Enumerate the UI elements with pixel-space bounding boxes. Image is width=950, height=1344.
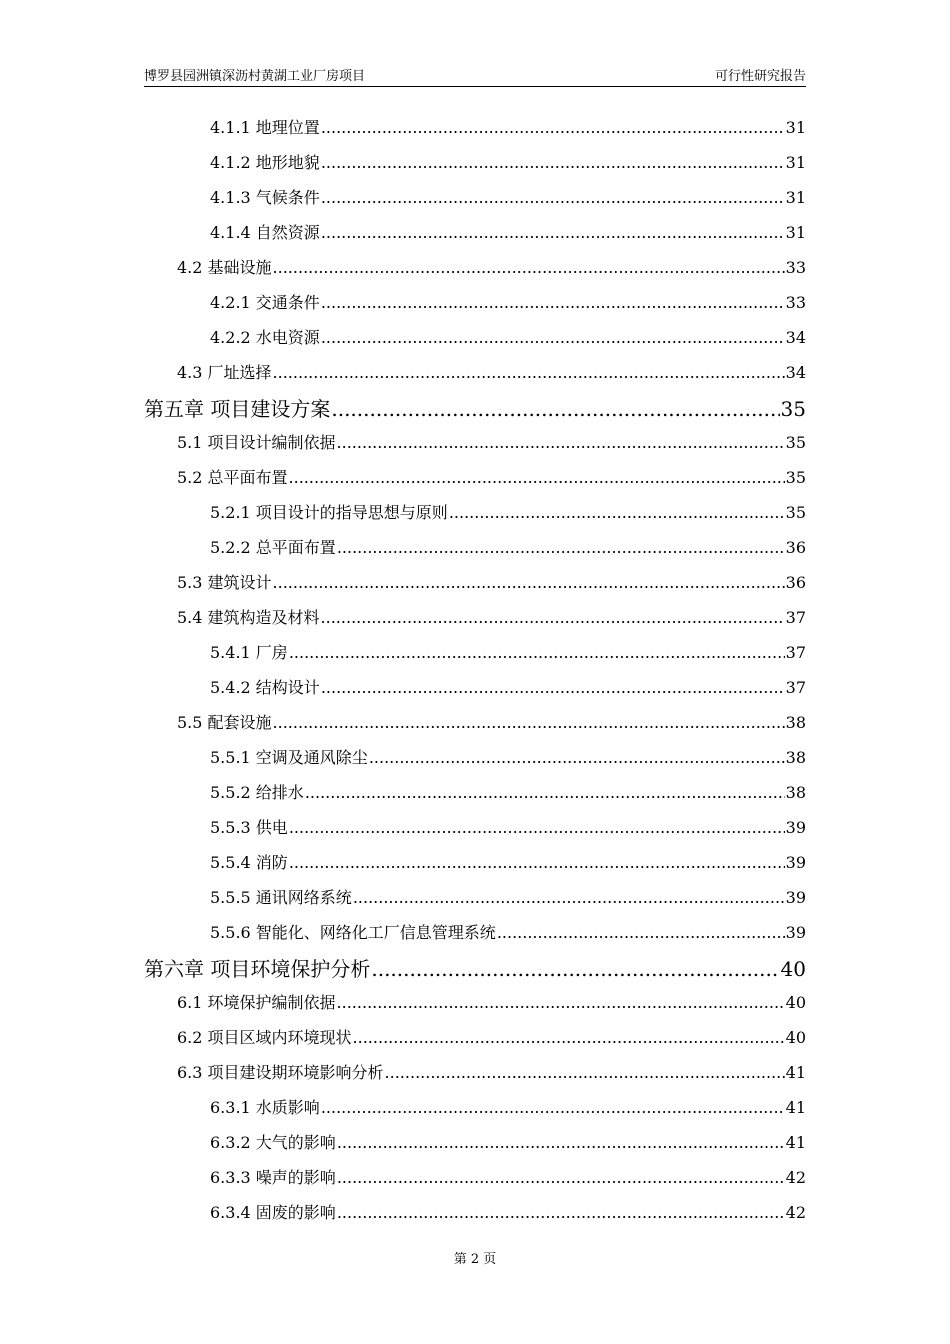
- toc-entry[interactable]: [177, 467, 806, 489]
- toc-dot-leader: [371, 956, 779, 982]
- toc-entry[interactable]: [210, 152, 806, 174]
- toc-entry-page: 42: [785, 1168, 806, 1187]
- toc-entry[interactable]: [177, 362, 806, 384]
- toc-entry-label: 6.3.1 水质影响: [210, 1098, 320, 1117]
- toc-entry[interactable]: [210, 852, 806, 874]
- toc-dot-leader: [321, 1097, 785, 1119]
- page-number: 第 2 页: [453, 1252, 497, 1267]
- toc-entry[interactable]: [177, 572, 806, 594]
- toc-dot-leader: [321, 222, 785, 244]
- toc-entry[interactable]: [144, 396, 806, 422]
- toc-dot-leader: [273, 257, 785, 279]
- toc-dot-leader: [289, 852, 785, 874]
- toc-dot-leader: [321, 292, 785, 314]
- toc-dot-leader: [305, 782, 785, 804]
- toc-entry-label: 6.3.2 大气的影响: [210, 1133, 336, 1152]
- toc-entry-page: 31: [785, 223, 806, 242]
- page-header: [144, 66, 806, 87]
- toc-dot-leader: [337, 1132, 785, 1154]
- toc-entry-label: 6.3.4 固废的影响: [210, 1203, 336, 1222]
- toc-entry-label: 6.3.3 噪声的影响: [210, 1168, 336, 1187]
- toc-entry-page: 37: [785, 678, 806, 697]
- toc-entry-page: 31: [785, 153, 806, 172]
- toc-entry[interactable]: [210, 677, 806, 699]
- toc-entry-page: 38: [785, 748, 806, 767]
- toc-dot-leader: [289, 642, 785, 664]
- toc-entry-label: 6.3 项目建设期环境影响分析: [177, 1063, 384, 1082]
- toc-dot-leader: [497, 922, 785, 944]
- toc-entry-page: 39: [785, 888, 806, 907]
- toc-entry[interactable]: [210, 222, 806, 244]
- toc-dot-leader: [337, 1167, 785, 1189]
- toc-entry[interactable]: [177, 432, 806, 454]
- toc-entry-label: 4.1.2 地形地貌: [210, 153, 320, 172]
- toc-entry-label: 5.1 项目设计编制依据: [177, 433, 336, 452]
- toc-entry-label: 4.1.1 地理位置: [210, 118, 320, 137]
- toc-dot-leader: [337, 432, 785, 454]
- toc-entry[interactable]: [210, 1167, 806, 1189]
- toc-entry-label: 4.2.2 水电资源: [210, 328, 320, 347]
- toc-entry[interactable]: [177, 712, 806, 734]
- toc-entry-label: 5.5 配套设施: [177, 713, 272, 732]
- toc-dot-leader: [321, 117, 785, 139]
- toc-entry-page: 37: [785, 608, 806, 627]
- toc-entry-page: 40: [780, 957, 806, 981]
- toc-dot-leader: [321, 152, 785, 174]
- toc-entry-label: 第五章 项目建设方案: [144, 397, 331, 421]
- toc-dot-leader: [331, 396, 779, 422]
- toc-entry[interactable]: [210, 922, 806, 944]
- toc-entry-page: 33: [785, 258, 806, 277]
- toc-dot-leader: [337, 992, 785, 1014]
- toc-dot-leader: [321, 677, 785, 699]
- toc-entry-label: 5.5.3 供电: [210, 818, 288, 837]
- toc-entry-page: 31: [785, 188, 806, 207]
- toc-entry-label: 5.2.2 总平面布置: [210, 538, 336, 557]
- toc-entry-label: 4.2.1 交通条件: [210, 293, 320, 312]
- toc-entry-label: 5.5.4 消防: [210, 853, 288, 872]
- toc-entry-page: 39: [785, 923, 806, 942]
- toc-entry[interactable]: [210, 642, 806, 664]
- toc-dot-leader: [273, 362, 785, 384]
- toc-entry-label: 4.1.3 气候条件: [210, 188, 320, 207]
- toc-entry-label: 6.1 环境保护编制依据: [177, 993, 336, 1012]
- toc-entry-label: 5.2.1 项目设计的指导思想与原则: [210, 503, 448, 522]
- toc-dot-leader: [353, 1027, 785, 1049]
- toc-dot-leader: [385, 1062, 785, 1084]
- toc-entry-label: 6.2 项目区域内环境现状: [177, 1028, 352, 1047]
- toc-entry-page: 34: [785, 363, 806, 382]
- page-footer: [0, 1248, 950, 1267]
- toc-entry[interactable]: [210, 537, 806, 559]
- toc-entry-page: 33: [785, 293, 806, 312]
- toc-entry-label: 4.3 厂址选择: [177, 363, 272, 382]
- toc-dot-leader: [449, 502, 785, 524]
- toc-dot-leader: [321, 607, 785, 629]
- toc-entry[interactable]: [177, 1027, 806, 1049]
- toc-dot-leader: [321, 327, 785, 349]
- toc-dot-leader: [369, 747, 785, 769]
- toc-entry[interactable]: [210, 817, 806, 839]
- toc-entry-label: 5.4 建筑构造及材料: [177, 608, 320, 627]
- toc-entry-page: 35: [785, 503, 806, 522]
- toc-entry-label: 5.5.5 通讯网络系统: [210, 888, 352, 907]
- toc-entry-label: 4.1.4 自然资源: [210, 223, 320, 242]
- toc-dot-leader: [337, 537, 785, 559]
- toc-dot-leader: [273, 712, 785, 734]
- toc-entry[interactable]: [177, 257, 806, 279]
- toc-entry-page: 42: [785, 1203, 806, 1222]
- toc-entry-page: 36: [785, 538, 806, 557]
- toc-entry-page: 35: [785, 433, 806, 452]
- toc-entry-page: 41: [785, 1133, 806, 1152]
- toc-dot-leader: [337, 1202, 785, 1224]
- toc-entry-page: 34: [785, 328, 806, 347]
- toc-entry-label: 4.2 基础设施: [177, 258, 272, 277]
- toc-entry-label: 5.5.6 智能化、网络化工厂信息管理系统: [210, 923, 496, 942]
- toc-dot-leader: [321, 187, 785, 209]
- toc-entry-page: 38: [785, 783, 806, 802]
- toc-entry-label: 5.3 建筑设计: [177, 573, 272, 592]
- toc-entry-page: 39: [785, 853, 806, 872]
- header-project-title: 博罗县园洲镇深沥村黄湖工业厂房项目: [144, 69, 366, 84]
- toc-entry-label: 5.4.2 结构设计: [210, 678, 320, 697]
- toc-entry[interactable]: [177, 992, 806, 1014]
- toc-entry[interactable]: [177, 1062, 806, 1084]
- toc-entry[interactable]: [210, 502, 806, 524]
- toc-entry[interactable]: [210, 187, 806, 209]
- header-report-title: 可行性研究报告: [714, 69, 806, 84]
- toc-entry-page: 41: [785, 1098, 806, 1117]
- toc-dot-leader: [289, 467, 785, 489]
- toc-entry-page: 37: [785, 643, 806, 662]
- toc-dot-leader: [353, 887, 785, 909]
- toc-entry[interactable]: [210, 1132, 806, 1154]
- toc-entry-page: 36: [785, 573, 806, 592]
- toc-entry-page: 35: [780, 397, 806, 421]
- toc-entry[interactable]: [210, 327, 806, 349]
- toc-entry[interactable]: [210, 747, 806, 769]
- toc-entry-page: 35: [785, 468, 806, 487]
- toc-entry-page: 41: [785, 1063, 806, 1082]
- toc-entry-label: 5.2 总平面布置: [177, 468, 288, 487]
- toc-entry[interactable]: [210, 292, 806, 314]
- toc-entry-label: 5.5.1 空调及通风除尘: [210, 748, 368, 767]
- toc-entry-page: 38: [785, 713, 806, 732]
- toc-entry[interactable]: [210, 1097, 806, 1119]
- toc-entry-page: 39: [785, 818, 806, 837]
- toc-entry[interactable]: [210, 782, 806, 804]
- toc-entry-page: 31: [785, 118, 806, 137]
- toc-entry[interactable]: [210, 1202, 806, 1224]
- toc-entry-page: 40: [785, 993, 806, 1012]
- toc-entry-page: 40: [785, 1028, 806, 1047]
- toc-entry[interactable]: [210, 887, 806, 909]
- toc-entry[interactable]: [144, 956, 806, 982]
- toc-dot-leader: [289, 817, 785, 839]
- toc-entry-label: 第六章 项目环境保护分析: [144, 957, 371, 981]
- toc-entry-label: 5.5.2 给排水: [210, 783, 304, 802]
- toc-dot-leader: [273, 572, 785, 594]
- toc-entry[interactable]: [177, 607, 806, 629]
- toc-entry[interactable]: [210, 117, 806, 139]
- toc-entry-label: 5.4.1 厂房: [210, 643, 288, 662]
